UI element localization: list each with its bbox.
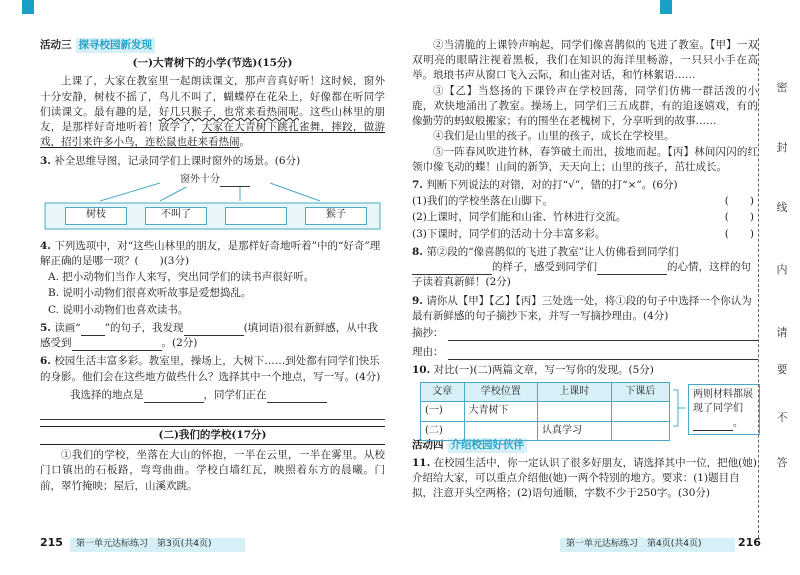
binding-char-xian: 线	[776, 201, 788, 214]
q9-reason-label: 理由：	[412, 346, 444, 359]
binding-char-feng: 封	[776, 141, 788, 154]
q4-number: 4.	[40, 239, 51, 252]
question-10	[412, 363, 758, 378]
q9-number: 9.	[412, 294, 423, 307]
q9-reason-line[interactable]	[448, 349, 759, 360]
q9-copy-label: 摘抄：	[412, 326, 444, 339]
binding-char-zuo: 不	[776, 411, 788, 424]
question-9	[412, 294, 758, 324]
section1-text-b-end: 。	[239, 136, 250, 149]
q10-summary-end: 。	[733, 417, 743, 429]
q6-answer-row	[70, 388, 385, 403]
section2-paragraph-4: ④我们是山里的孩子。山里的孩子，成长在学校里。	[433, 130, 675, 143]
question-6	[40, 354, 385, 384]
activity4-name: 介绍校园好伙伴	[448, 438, 528, 453]
q10-r2-after-class[interactable]	[611, 421, 670, 441]
q6-text: 校园生活丰富多彩。教室里，操场上，大树下……到处都有同学们快乐的身影。他们会在这些地方做些什么？选择其中一个地点，写一写。(4分)	[40, 355, 381, 383]
q10-summary-blank[interactable]	[693, 420, 733, 431]
page-number-left: 215	[40, 536, 63, 549]
q6-activity-label: ，同学们正在	[203, 388, 267, 401]
left-column	[40, 38, 385, 494]
q7-text: 判断下列说法的对错，对的打“√”，错的打“×”。(6分)	[426, 178, 678, 191]
q10-number: 10.	[412, 364, 431, 377]
q8-number: 8.	[412, 245, 423, 258]
q10-compare	[412, 382, 758, 434]
q8-text-a: 第②段的“像喜鹊似的飞进了教室”让人仿佛看到同学们	[426, 245, 679, 258]
binding-dashed-line	[758, 38, 759, 538]
q5-text-d: 。(2分)	[161, 337, 198, 350]
q6-location-label: 我选择的地点是	[70, 388, 144, 401]
q10-table-header	[421, 382, 670, 402]
q10-col-article: 文章	[421, 382, 465, 402]
q6-number: 6.	[40, 355, 51, 368]
q8-blank-1[interactable]	[412, 264, 492, 275]
section1-underlined-sentence: 大家在大青树下跳孔雀舞，摔跤，做游戏，招引来许多小鸟，连松鼠也赶来看热闹	[40, 121, 386, 149]
q5-blank-word[interactable]	[184, 325, 244, 336]
q10-summary-text: 两则材料都展现了同学们	[693, 388, 753, 415]
q6-location-blank[interactable]	[144, 392, 204, 403]
q10-r1-location: 大青树下	[464, 402, 538, 422]
section1-wavy-sentence: 好几只猴子，也常来看热闹呢	[158, 105, 299, 118]
q4-option-c[interactable]: C. 说明小动物们也喜欢读书。	[48, 303, 189, 316]
mind-map-root	[160, 173, 270, 187]
footer-text-left: 第一单元达标练习 第3页(共4页)	[76, 539, 212, 549]
footer-text-right: 第一单元达标练习 第4页(共4页)	[566, 539, 702, 549]
corner-tab-right	[660, 0, 672, 14]
section2-title: (二)我们的学校(17分)	[40, 426, 385, 445]
q8-text-c: 的心情，这样的句子读着真新鲜！(2分)	[412, 261, 751, 289]
mind-map-root-label: 窗外十分	[180, 173, 220, 185]
q9-text: 请你从【甲】【乙】【丙】三处选一处，将①段的句子中选择一个你认为最有新鲜感的句子摘抄下来，并写一写摘抄理由。(4分)	[412, 294, 752, 322]
activity3-name: 探寻校园新发现	[76, 38, 156, 53]
q5-blank-mark[interactable]	[81, 325, 105, 336]
q8-text-b: 的样子，感受到同学们	[492, 261, 597, 274]
q7-item-2-answer[interactable]: ( )	[724, 211, 754, 224]
page-number-right: 216	[738, 536, 761, 549]
q8-blank-2[interactable]	[597, 264, 667, 275]
q7-item-2-text: (2)上课时，同学们能和山雀、竹林进行交流。	[412, 211, 627, 224]
q11-number: 11.	[412, 456, 431, 469]
q6-activity-blank[interactable]	[267, 392, 327, 403]
q7-item-2	[412, 210, 758, 225]
section1-text-a: 上课了，大家在教室里一起朗读课文，那声音真好听！这时候，窗外十分安静，树枝不摇了，鸟儿不叫了，蝴蝶停在花朵上，好像都在听同学们读课文。最有趣的是，	[40, 75, 385, 118]
section2-paragraph-5: ⑤一阵春风吹进竹林，春笋破土而出，拔地而起。【丙】林间闪闪的红领巾像飞动的蝶！山间的新笋，天天向上；山里的孩子，茁壮成长。	[412, 145, 758, 173]
q7-item-3	[412, 227, 758, 242]
q10-summary-box	[688, 384, 760, 436]
binding-char-nei: 内	[776, 263, 788, 276]
corner-tab-left	[22, 0, 34, 14]
question-8	[412, 245, 758, 291]
q10-table	[420, 382, 670, 442]
table-row	[421, 421, 670, 441]
q10-bracket	[672, 388, 686, 428]
q9-copy-line[interactable]	[448, 330, 759, 341]
q7-item-1-answer[interactable]: ( )	[724, 195, 754, 208]
table-row	[421, 402, 670, 422]
section2-paragraph-1: ①我们的学校，坐落在大山的怀抱，一半在云里，一半在雾里。从校门口镇出的石板路，弯弯曲曲。学校白墙红瓦，映照着东方的晨曦。门前，翠竹掩映；屋后，山溪欢跳。	[40, 449, 385, 492]
binding-char-mi: 密	[776, 81, 788, 94]
q10-r2-in-class: 认真学习	[538, 421, 612, 441]
mind-map-node-birds: 不叫了	[145, 207, 207, 225]
q7-item-1-text: (1)我们的学校坐落在山脚下。	[412, 195, 553, 208]
q7-item-3-text: (3)下课时，同学们的活动十分丰富多彩。	[412, 227, 606, 240]
q6-answer-line[interactable]	[40, 405, 385, 420]
activity3-label: 活动三	[40, 39, 72, 51]
question-4	[40, 239, 385, 269]
mind-map	[40, 173, 385, 235]
q10-col-after-class: 下课后	[611, 382, 670, 402]
binding-char-ti: 答	[776, 456, 788, 469]
mind-map-node-branches: 树枝	[65, 207, 127, 225]
mind-map-root-blank[interactable]	[220, 176, 250, 187]
activity4-label: 活动四	[412, 438, 444, 451]
section1-text-a-end: 。	[298, 105, 310, 118]
q10-col-in-class: 上课时	[538, 382, 612, 402]
q5-blank-feeling[interactable]	[72, 340, 162, 351]
q7-item-1	[412, 194, 758, 209]
question-7	[412, 178, 758, 193]
right-column	[412, 38, 758, 501]
q10-r1-after-class[interactable]	[611, 402, 670, 422]
q10-r1-in-class[interactable]	[538, 402, 612, 422]
section2-paragraph-2: ②当清脆的上课铃声响起，同学们像喜鹊似的飞进了教室。【甲】一双双明亮的眼睛注视着黑板，我们在知识的海洋里畅游，一只只小手在高举。琅琅书声从窗口飞入云际，和山雀对话，和竹林絮语……	[412, 39, 758, 82]
q9-copy-row	[412, 326, 758, 341]
q9-reason-row	[412, 345, 758, 360]
section1-title: (一)大青树下的小学(节选)(15分)	[132, 57, 293, 70]
section1-text-b: 这些山林里的朋友，是那样好奇地听着！放学了，	[40, 105, 386, 134]
question-5	[40, 321, 385, 351]
question-3	[40, 154, 385, 169]
q3-number: 3.	[40, 154, 51, 167]
q10-r2-article: (二)	[421, 421, 465, 441]
mind-map-node-monkey: 猴子	[305, 207, 367, 225]
q10-col-location: 学校位置	[464, 382, 538, 402]
binding-char-qing: 请	[776, 326, 788, 339]
q7-number: 7.	[412, 178, 423, 191]
q10-r2-location[interactable]	[464, 421, 538, 441]
q4-option-a[interactable]: A. 把小动物们当作人来写，突出同学们的读书声很好听。	[48, 271, 315, 284]
q4-text: 下列选项中，对“这些山林里的朋友，是那样好奇地听着”中的“好奇”理解正确的是哪一项？( )(3分)	[40, 239, 381, 267]
q5-text-a: 读画“	[54, 321, 81, 334]
q5-text-c: (填词语)很有新鲜感，从中我感受到	[40, 321, 378, 350]
section1-paragraph	[40, 74, 385, 150]
question-11	[412, 456, 758, 502]
q10-r1-article: (一)	[421, 402, 465, 422]
mind-map-node-blank[interactable]	[225, 207, 287, 225]
activity3-header	[40, 38, 385, 53]
q3-text: 补全思维导图，记录同学们上课时窗外的场景。(6分)	[54, 154, 301, 167]
q7-item-3-answer[interactable]: ( )	[724, 227, 754, 240]
q11-text: 在校园生活中，你一定认识了很多好朋友，请选择其中一位，把他(她)介绍给大家，可以重点介绍他(她)一两个特别的地方。要求：(1)题目自拟，注意开头空两格；(2)语句通顺，字数不少于250字。(30分)	[412, 456, 757, 500]
q4-option-b[interactable]: B. 说明小动物们很喜欢听故事是爱想捣乱。	[48, 287, 252, 300]
section2-paragraph-3: ③【乙】当悠扬的下课铃声在学校回荡，同学们仿佛一群活泼的小鹿，欢快地涌出了教室。操场上，同学们三五成群，有的追逐嬉戏，有的像勤劳的蚂蚁般搬家；有的围坐在老槐树下，分享听到的故事……	[412, 84, 758, 128]
q5-text-b: ”的句子，我发现	[104, 321, 184, 334]
q5-number: 5.	[40, 321, 51, 334]
binding-char-wu: 要	[776, 363, 788, 376]
q10-text: 对比(一)(二)两篇文章，写一写你的发现。(5分)	[433, 364, 654, 377]
